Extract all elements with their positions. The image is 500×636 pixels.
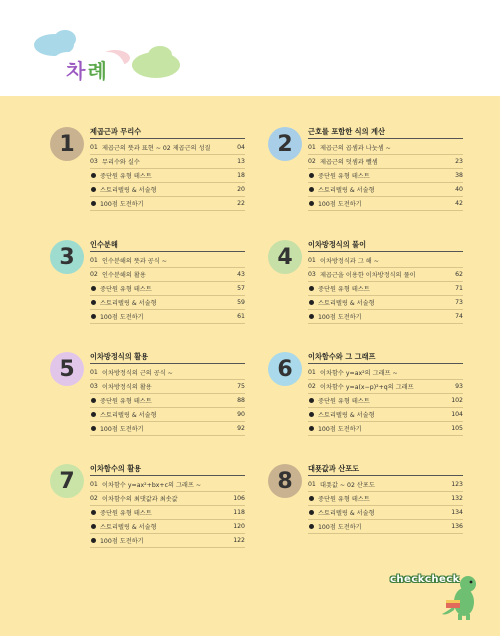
page-number: 42 bbox=[455, 200, 463, 207]
page-number: 62 bbox=[455, 271, 463, 278]
toc-row-label: 중단원 유형 테스트 bbox=[318, 398, 370, 405]
toc-row-label: 스토리텔링 & 서술형 bbox=[100, 412, 157, 419]
toc-row[interactable] bbox=[90, 183, 245, 197]
chapter-number-badge: 7 bbox=[50, 464, 84, 498]
section-number: 03 bbox=[90, 158, 98, 165]
bullet-icon bbox=[91, 398, 96, 403]
section-number: 03 bbox=[308, 271, 316, 278]
bullet-icon bbox=[91, 286, 96, 291]
bullet-icon bbox=[309, 314, 314, 319]
toc-row[interactable] bbox=[308, 141, 463, 155]
page-number: 23 bbox=[455, 158, 463, 165]
toc-row-label: 스토리텔링 & 서술형 bbox=[100, 187, 157, 194]
page-number: 118 bbox=[233, 509, 245, 516]
page-number: 04 bbox=[237, 144, 245, 151]
cloud-decoration bbox=[54, 30, 76, 48]
toc-row[interactable] bbox=[90, 366, 245, 380]
section-number: 02 bbox=[308, 383, 316, 390]
page-number: 136 bbox=[451, 523, 463, 530]
page-number: 92 bbox=[237, 425, 245, 432]
section-number: 01 bbox=[90, 144, 98, 151]
toc-row[interactable] bbox=[90, 197, 245, 211]
toc-row-label: 제곱근의 곱셈과 나눗셈 ~ bbox=[320, 145, 391, 152]
toc-row[interactable] bbox=[90, 422, 245, 436]
toc-row[interactable] bbox=[308, 422, 463, 436]
bullet-icon bbox=[91, 412, 96, 417]
section-number: 01 bbox=[308, 257, 316, 264]
chapter-number-badge: 6 bbox=[268, 352, 302, 386]
section-number: 02 bbox=[308, 158, 316, 165]
page-title-char-2: 례 bbox=[87, 58, 109, 83]
page-number: 74 bbox=[455, 313, 463, 320]
toc-row-label: 100점 도전하기 bbox=[100, 538, 144, 545]
bullet-icon bbox=[309, 510, 314, 515]
bullet-icon bbox=[91, 201, 96, 206]
toc-row-label: 이차방정식과 그 해 ~ bbox=[320, 258, 379, 265]
page-title-char-1: 차 bbox=[66, 58, 88, 83]
toc-row-label: 제곱근의 뜻과 표현 ~ 02 제곱근의 성질 bbox=[102, 145, 211, 152]
toc-row-label: 인수분해의 뜻과 공식 ~ bbox=[102, 258, 167, 265]
chapter-5 bbox=[50, 352, 245, 452]
chapter-rows bbox=[308, 254, 463, 324]
chapter-title: 이차함수와 그 그래프 bbox=[308, 352, 376, 361]
toc-row[interactable] bbox=[90, 254, 245, 268]
page-number: 104 bbox=[451, 411, 463, 418]
page-number: 13 bbox=[237, 158, 245, 165]
section-number: 02 bbox=[90, 495, 98, 502]
page-number: 106 bbox=[233, 495, 245, 502]
page-number: 18 bbox=[237, 172, 245, 179]
toc-row-label: 100점 도전하기 bbox=[318, 314, 362, 321]
page-number: 57 bbox=[237, 285, 245, 292]
chapter-title: 이차방정식의 활용 bbox=[90, 352, 149, 361]
chapter-title: 대푯값과 산포도 bbox=[308, 464, 360, 473]
toc-row-label: 무리수와 실수 bbox=[102, 159, 140, 166]
toc-row-label: 100점 도전하기 bbox=[100, 314, 144, 321]
toc-row[interactable] bbox=[90, 408, 245, 422]
chapter-number-badge: 4 bbox=[268, 240, 302, 274]
toc-row[interactable] bbox=[90, 478, 245, 492]
section-number: 01 bbox=[90, 369, 98, 376]
chapter-rows bbox=[308, 141, 463, 211]
toc-row[interactable] bbox=[308, 506, 463, 520]
page-number: 59 bbox=[237, 299, 245, 306]
toc-row-label: 중단원 유형 테스트 bbox=[100, 510, 152, 517]
toc-row-label: 이차함수 y=a(x−p)²+q의 그래프 bbox=[320, 384, 414, 391]
page-number: 40 bbox=[455, 186, 463, 193]
title-divider bbox=[90, 363, 245, 364]
toc-row-label: 스토리텔링 & 서술형 bbox=[100, 300, 157, 307]
toc-row-label: 이차방정식의 근의 공식 ~ bbox=[102, 370, 173, 377]
page-number: 120 bbox=[233, 523, 245, 530]
title-divider bbox=[90, 138, 245, 139]
toc-row-label: 중단원 유형 테스트 bbox=[100, 286, 152, 293]
chapter-1 bbox=[50, 127, 245, 227]
toc-row-label: 인수분해의 활용 bbox=[102, 272, 146, 279]
toc-row-label: 스토리텔링 & 서술형 bbox=[318, 300, 375, 307]
dinosaur-illustration bbox=[440, 570, 484, 620]
chapter-8 bbox=[268, 464, 463, 564]
bullet-icon bbox=[309, 201, 314, 206]
section-number: 01 bbox=[308, 481, 316, 488]
title-divider bbox=[308, 475, 463, 476]
chapter-title: 이차방정식의 풀이 bbox=[308, 240, 367, 249]
page-number: 22 bbox=[237, 200, 245, 207]
toc-row[interactable] bbox=[308, 380, 463, 394]
toc-row-label: 중단원 유형 테스트 bbox=[318, 286, 370, 293]
toc-row[interactable] bbox=[90, 506, 245, 520]
bullet-icon bbox=[91, 510, 96, 515]
page-number: 61 bbox=[237, 313, 245, 320]
toc-row-label: 100점 도전하기 bbox=[318, 201, 362, 208]
bullet-icon bbox=[91, 426, 96, 431]
toc-row-label: 제곱근의 덧셈과 뺄셈 bbox=[320, 159, 378, 166]
page-number: 102 bbox=[451, 397, 463, 404]
bullet-icon bbox=[91, 187, 96, 192]
page-number: 20 bbox=[237, 186, 245, 193]
toc-row[interactable] bbox=[308, 155, 463, 169]
bullet-icon bbox=[309, 426, 314, 431]
toc-row-label: 이차방정식의 활용 bbox=[102, 384, 152, 391]
chapter-title: 이차함수의 활용 bbox=[90, 464, 142, 473]
chapter-rows bbox=[90, 254, 245, 324]
page-number: 71 bbox=[455, 285, 463, 292]
toc-row-label: 중단원 유형 테스트 bbox=[100, 398, 152, 405]
bullet-icon bbox=[309, 398, 314, 403]
toc-row-label: 이차함수의 최댓값과 최솟값 bbox=[102, 496, 178, 503]
toc-row-label: 이차함수 y=ax²의 그래프 ~ bbox=[320, 370, 398, 377]
toc-row[interactable] bbox=[308, 408, 463, 422]
chapter-3 bbox=[50, 240, 245, 340]
title-divider bbox=[308, 251, 463, 252]
toc-row[interactable] bbox=[308, 296, 463, 310]
title-divider bbox=[90, 251, 245, 252]
chapter-number-badge: 3 bbox=[50, 240, 84, 274]
toc-row-label: 100점 도전하기 bbox=[100, 201, 144, 208]
toc-row[interactable] bbox=[308, 183, 463, 197]
toc-row[interactable] bbox=[90, 155, 245, 169]
bullet-icon bbox=[309, 412, 314, 417]
chapter-title: 인수분해 bbox=[90, 240, 118, 249]
toc-row[interactable] bbox=[308, 197, 463, 211]
toc-row[interactable] bbox=[90, 169, 245, 183]
section-number: 01 bbox=[90, 481, 98, 488]
toc-row[interactable] bbox=[90, 282, 245, 296]
toc-row[interactable] bbox=[90, 492, 245, 506]
toc-row-label: 이차함수 y=ax²+bx+c의 그래프 ~ bbox=[102, 482, 202, 489]
chapter-6 bbox=[268, 352, 463, 452]
bullet-icon bbox=[309, 187, 314, 192]
toc-row[interactable] bbox=[90, 394, 245, 408]
toc-row-label: 중단원 유형 테스트 bbox=[318, 496, 370, 503]
section-number: 01 bbox=[90, 257, 98, 264]
toc-row[interactable] bbox=[308, 520, 463, 534]
chapter-title: 근호를 포함한 식의 계산 bbox=[308, 127, 385, 136]
page-number: 123 bbox=[451, 481, 463, 488]
title-divider bbox=[90, 475, 245, 476]
toc-row[interactable] bbox=[90, 141, 245, 155]
toc-row-label: 스토리텔링 & 서술형 bbox=[318, 412, 375, 419]
toc-row[interactable] bbox=[308, 394, 463, 408]
toc-row[interactable] bbox=[308, 478, 463, 492]
chapter-4 bbox=[268, 240, 463, 340]
toc-row[interactable] bbox=[308, 254, 463, 268]
bullet-icon bbox=[309, 524, 314, 529]
page-number: 38 bbox=[455, 172, 463, 179]
section-number: 02 bbox=[90, 271, 98, 278]
page-title bbox=[50, 52, 125, 86]
chapter-rows bbox=[308, 366, 463, 436]
chapter-number-badge: 5 bbox=[50, 352, 84, 386]
toc-row-label: 스토리텔링 & 서술형 bbox=[318, 510, 375, 517]
page-number: 93 bbox=[455, 383, 463, 390]
toc-row-label: 100점 도전하기 bbox=[100, 426, 144, 433]
title-divider bbox=[308, 138, 463, 139]
toc-row-label: 100점 도전하기 bbox=[318, 426, 362, 433]
chapter-rows bbox=[308, 478, 463, 534]
toc-row-label: 스토리텔링 & 서술형 bbox=[100, 524, 157, 531]
chapter-rows bbox=[90, 366, 245, 436]
bullet-icon bbox=[91, 524, 96, 529]
bullet-icon bbox=[91, 314, 96, 319]
toc-row[interactable] bbox=[308, 366, 463, 380]
toc-row[interactable] bbox=[308, 169, 463, 183]
bullet-icon bbox=[91, 173, 96, 178]
toc-row-label: 제곱근을 이용한 이차방정식의 풀이 bbox=[320, 272, 416, 279]
chapter-title: 제곱근과 무리수 bbox=[90, 127, 142, 136]
page-number: 43 bbox=[237, 271, 245, 278]
bullet-icon bbox=[91, 300, 96, 305]
section-number: 03 bbox=[90, 383, 98, 390]
bullet-icon bbox=[309, 300, 314, 305]
title-divider bbox=[308, 363, 463, 364]
toc-row-label: 중단원 유형 테스트 bbox=[318, 173, 370, 180]
page-number: 90 bbox=[237, 411, 245, 418]
section-number: 01 bbox=[308, 144, 316, 151]
chapter-7 bbox=[50, 464, 245, 564]
bullet-icon bbox=[309, 173, 314, 178]
toc-row[interactable] bbox=[90, 296, 245, 310]
bullet-icon bbox=[309, 496, 314, 501]
page-number: 105 bbox=[451, 425, 463, 432]
header-area bbox=[0, 0, 500, 100]
page-number: 88 bbox=[237, 397, 245, 404]
bullet-icon bbox=[91, 538, 96, 543]
section-number: 01 bbox=[308, 369, 316, 376]
chapter-rows bbox=[90, 478, 245, 548]
chapter-number-badge: 1 bbox=[50, 127, 84, 161]
checkcheck-label: checkcheck bbox=[390, 574, 460, 585]
page-number: 132 bbox=[451, 495, 463, 502]
toc-row[interactable] bbox=[308, 310, 463, 324]
toc-row-label: 스토리텔링 & 서술형 bbox=[318, 187, 375, 194]
toc-row[interactable] bbox=[90, 268, 245, 282]
chapter-number-badge: 2 bbox=[268, 127, 302, 161]
bullet-icon bbox=[309, 286, 314, 291]
toc-row-label: 중단원 유형 테스트 bbox=[100, 173, 152, 180]
cloud-decoration bbox=[148, 46, 172, 64]
toc-row[interactable] bbox=[90, 380, 245, 394]
chapter-rows bbox=[90, 141, 245, 211]
toc-row[interactable] bbox=[308, 282, 463, 296]
page-number: 122 bbox=[233, 537, 245, 544]
toc-row[interactable] bbox=[90, 534, 245, 548]
toc-row[interactable] bbox=[90, 520, 245, 534]
toc-row-label: 대푯값 ~ 02 산포도 bbox=[320, 482, 375, 489]
page-number: 134 bbox=[451, 509, 463, 516]
toc-row-label: 100점 도전하기 bbox=[318, 524, 362, 531]
chapter-2 bbox=[268, 127, 463, 227]
page-number: 73 bbox=[455, 299, 463, 306]
toc-row[interactable] bbox=[90, 310, 245, 324]
page-number: 75 bbox=[237, 383, 245, 390]
toc-row[interactable] bbox=[308, 492, 463, 506]
chapter-number-badge: 8 bbox=[268, 464, 302, 498]
toc-row[interactable] bbox=[308, 268, 463, 282]
